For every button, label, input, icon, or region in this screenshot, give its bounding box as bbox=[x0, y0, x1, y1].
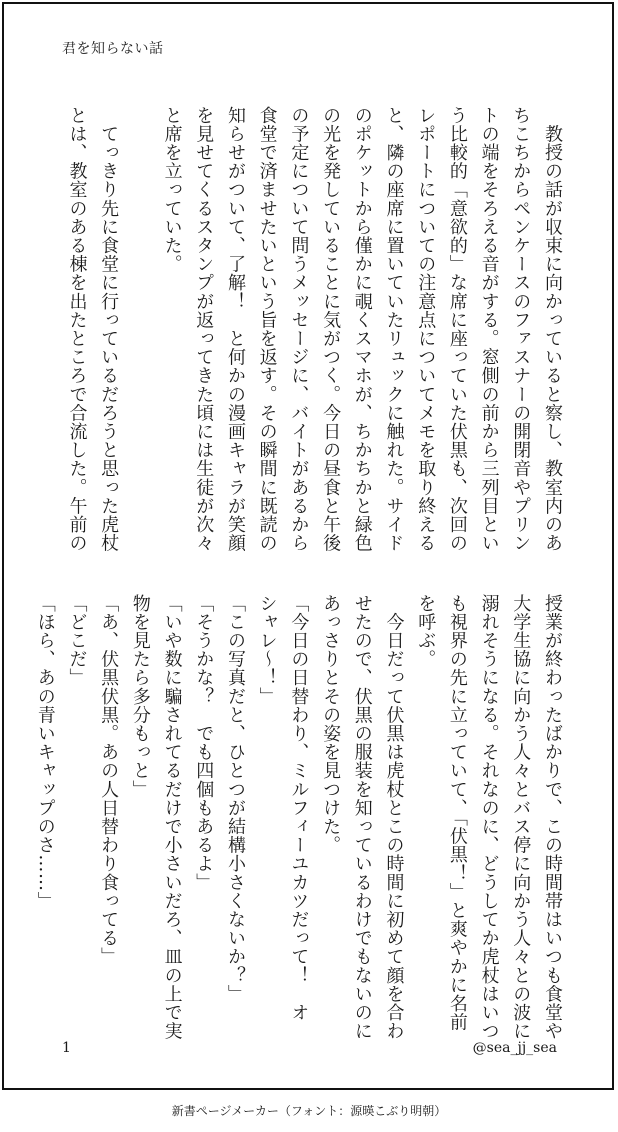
text-line: てっきり先に食堂に行っているだろうと思った虎杖 bbox=[98, 106, 120, 553]
text-line: 今日だって伏黒は虎杖とこの時間に初めて顔を合わ bbox=[383, 594, 405, 1041]
text-line: 「そうかな？ でも四個もあるよ」 bbox=[193, 594, 215, 892]
text-line: のポケットから僅かに覗くスマホが、ちかちかと緑色 bbox=[351, 106, 373, 553]
text-line: う比較的「意欲的」な席に座っていた伏黒も、次回の bbox=[446, 106, 468, 553]
text-line: 授業が終わったばかりで、この時間帯はいつも食堂や bbox=[542, 594, 563, 1041]
text-line: 大学生協に向かう人々とバス停に向かう人々との波に bbox=[510, 594, 532, 1041]
text-line: の予定について問うメッセージに、バイトがあるから bbox=[288, 106, 310, 553]
text-line: 「この写真だと、ひとつが結構小さくないか？」 bbox=[224, 594, 246, 1004]
blank-line bbox=[124, 106, 156, 526]
author-handle: @sea_jj_sea bbox=[472, 1040, 557, 1056]
text-line: 知らせがついて、了解！ と何かの漫画キャラが笑顔 bbox=[224, 106, 246, 553]
text-line: 「今日の日替わり、ミルフィーユカツだって！ オ bbox=[288, 594, 310, 1022]
text-line: 物を見たら多分もっと」 bbox=[129, 594, 151, 799]
text-line: シャレ～！」 bbox=[256, 594, 278, 706]
text-line: の光を発していることに気がつく。今日の昼食と午後 bbox=[320, 106, 342, 553]
text-line: 「どこだ」 bbox=[66, 594, 88, 687]
text-line: と席を立っていた。 bbox=[161, 106, 183, 274]
upper-text-column bbox=[58, 106, 568, 553]
text-line: を見せてくるスタンプが返ってきた頃には生徒が次々 bbox=[193, 106, 215, 553]
text-line: せたので、伏黒の服装を知っているわけでもないのに bbox=[351, 594, 373, 1041]
page-header-title: 君を知らない話 bbox=[62, 41, 164, 57]
generator-credit: 新書ページメーカー（フォント：源暎こぶり明朝） bbox=[171, 1104, 447, 1118]
text-line: あっさりとその姿を見つけた。 bbox=[320, 594, 342, 855]
text-line: 食堂で済ませたいという旨を返す。その瞬間に既読の bbox=[256, 106, 278, 553]
lower-text-column bbox=[34, 594, 568, 1041]
text-line: を呼ぶ。 bbox=[415, 594, 437, 669]
page-number: 1 bbox=[62, 1040, 71, 1056]
text-line: 「いや数に騙されてるだけで小さいだろ、皿の上で実 bbox=[161, 594, 183, 1041]
text-line: 溺れそうになる。それなのに、どうしてか虎杖はいつ bbox=[478, 594, 500, 1041]
text-line: 「ほら、あの青いキャップのさ……」 bbox=[34, 594, 56, 911]
text-line: トの端をそろえる音がする。窓側の前から三列目とい bbox=[478, 106, 500, 553]
book-page bbox=[2, 2, 614, 1090]
text-line: ちこちからペンケースのファスナーの開閉音やプリン bbox=[510, 106, 532, 553]
text-line: レポートについての注意点についてメモを取り終える bbox=[415, 106, 437, 553]
text-line: とは、教室のある棟を出たところで合流した。午前の bbox=[66, 106, 88, 553]
text-line: と、隣の座席に置いていたリュックに触れた。サイド bbox=[383, 106, 405, 553]
text-line: 「あ、伏黒伏黒。あの人日替わり食ってる」 bbox=[98, 594, 120, 966]
text-line: 教授の話が収束に向かっていると察し、教室内のあ bbox=[542, 106, 563, 553]
text-line: も視界の先に立っていて、「伏黒！」と爽やかに名前 bbox=[446, 594, 468, 1032]
